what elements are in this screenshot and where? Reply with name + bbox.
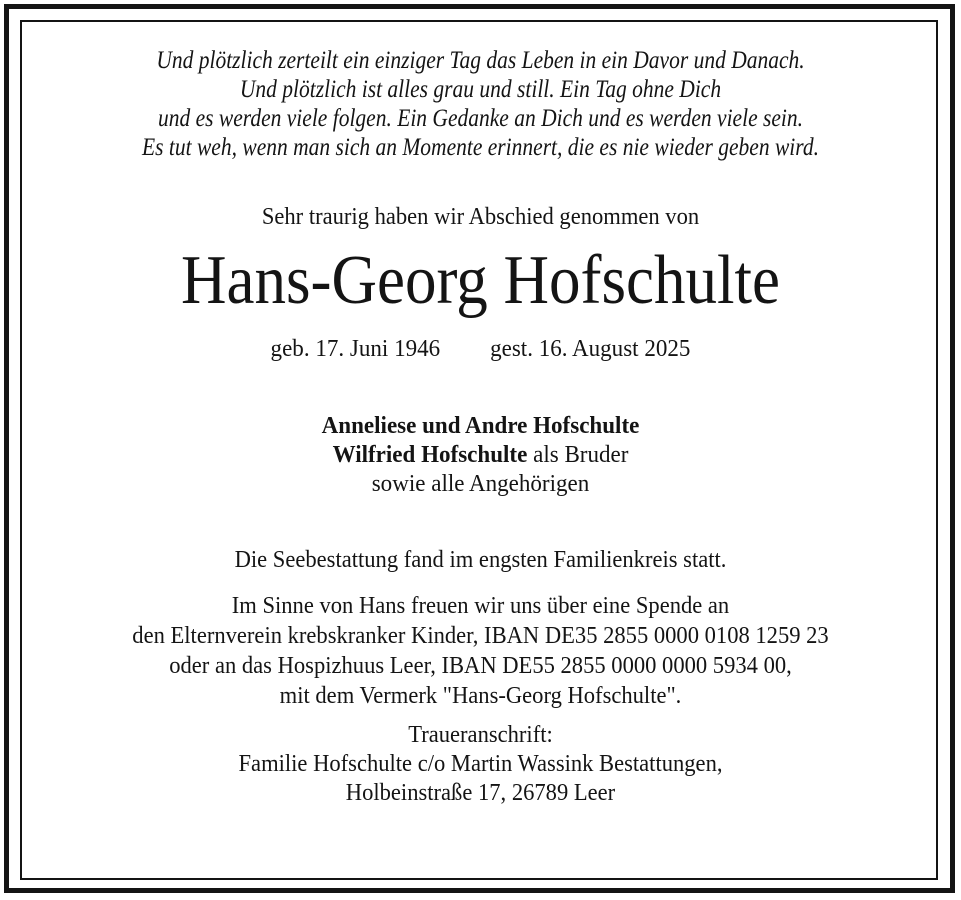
donation-line-2: den Elternverein krebskranker Kinder, IBAN DE35 2855 0000 0108 1259 23 xyxy=(132,623,829,649)
correspondence-address xyxy=(29,721,932,808)
mourner-line-1: Anneliese und Andre Hofschulte xyxy=(321,413,640,439)
deceased-name: Hans-Georg Hofschulte xyxy=(181,242,780,319)
verse-line-1: Und plötzlich zerteilt ein einziger Tag das Leben in ein Davor und Danach. xyxy=(156,47,805,74)
mourner-line-3: sowie alle Angehörigen xyxy=(371,471,590,497)
donation-request xyxy=(29,591,932,711)
life-dates xyxy=(19,334,942,364)
mourner-line-2 xyxy=(19,441,942,470)
birth-date: geb. 17. Juni 1946 xyxy=(270,336,441,362)
donation-line-4: mit dem Vermerk "Hans-Georg Hofschulte". xyxy=(279,683,682,709)
correspondence-line-2: Holbeinstraße 17, 26789 Leer xyxy=(345,780,616,806)
verse-line-4: Es tut weh, wenn man sich an Momente erinnert, die es nie wieder geben wird. xyxy=(142,134,819,161)
memorial-verse xyxy=(67,46,893,162)
correspondence-line-1: Familie Hofschulte c/o Martin Wassink Bestattungen, xyxy=(238,751,723,777)
burial-note: Die Seebestattung fand im engsten Familienkreis statt. xyxy=(234,547,727,573)
donation-line-1: Im Sinne von Hans freuen wir uns über eine Spende an xyxy=(231,593,730,619)
correspondence-label: Traueranschrift: xyxy=(408,722,553,748)
intro-text: Sehr traurig haben wir Abschied genommen von xyxy=(261,204,700,230)
verse-line-3: und es werden viele folgen. Ein Gedanke an Dich und es werden viele sein. xyxy=(157,105,803,132)
donation-line-3: oder an das Hospizhuus Leer, IBAN DE55 2855 0000 0000 5934 00, xyxy=(169,653,792,679)
mourner-name-bold: Wilfried Hofschulte xyxy=(332,442,528,468)
verse-line-2: Und plötzlich ist alles grau und still. Ein Tag ohne Dich xyxy=(239,76,722,103)
mourner-relation: als Bruder xyxy=(527,442,629,468)
mourners-list xyxy=(19,412,942,499)
death-date: gest. 16. August 2025 xyxy=(490,336,691,362)
